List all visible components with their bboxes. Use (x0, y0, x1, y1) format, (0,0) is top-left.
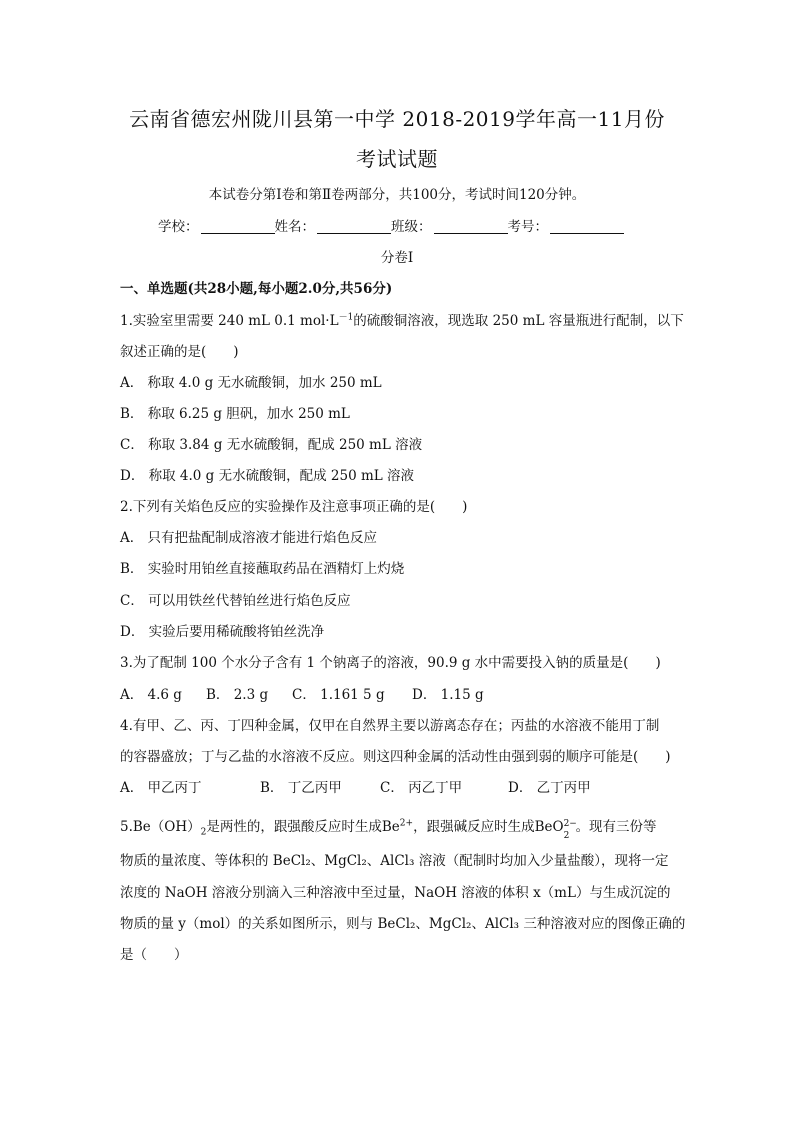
q5-sup-2plus: 2+ (399, 818, 414, 829)
q4-stem-line1: 4.有甲、乙、丙、丁四种金属，仅甲在自然界主要以游离态存在；丙盐的水溶液不能用丁制 (120, 718, 660, 734)
name-label: 姓名： (274, 219, 315, 235)
q1-option-d[interactable]: D． 称取 4.0 g 无水硫酸铜，配成 250 mL 溶液 (120, 468, 415, 484)
q2-option-b[interactable]: B． 实验时用铂丝直接蘸取药品在酒精灯上灼烧 (120, 561, 405, 577)
section-heading: 一、单选题(共28小题,每小题2.0分,共56分) (120, 281, 393, 297)
q2-option-c[interactable]: C． 可以用铁丝代替铂丝进行焰色反应 (120, 593, 351, 609)
q2-stem: 2.下列有关焰色反应的实验操作及注意事项正确的是( ) (120, 499, 468, 515)
name-field[interactable] (317, 220, 391, 234)
exam-title-line2: 考试试题 (356, 147, 438, 171)
q4-stem-line2: 的容器盛放；丁与乙盐的水溶液不反应。则这四种金属的活动性由强到弱的顺序可能是( ) (120, 749, 671, 765)
q3-option-a[interactable]: A． 4.6 g (120, 687, 182, 703)
q5-text-c: ，跟强碱反应时生成BeO (413, 819, 564, 835)
q2-option-d[interactable]: D． 实验后要用稀硫酸将铂丝洗净 (120, 624, 325, 640)
q4-option-c[interactable]: C． 丙乙丁甲 (380, 780, 463, 796)
q1-stem-line2: 叙述正确的是( ) (120, 344, 239, 360)
q5-stem-line3: 浓度的 NaOH 溶液分别滴入三种溶液中至过量，NaOH 溶液的体积 x（mL）与生成沉淀的 (120, 885, 671, 901)
q5-sup-2minus: 2− (563, 819, 577, 829)
q5-text-b: 是两性的，跟强酸反应时生成Be (206, 819, 400, 835)
q1-option-b[interactable]: B． 称取 6.25 g 胆矾，加水 250 mL (120, 406, 350, 422)
class-field[interactable] (434, 220, 508, 234)
q5-text-a: 5.Be（OH） (120, 819, 201, 835)
school-field[interactable] (201, 220, 275, 234)
student-info-row (158, 218, 624, 236)
q3-option-b[interactable]: B． 2.3 g (206, 687, 269, 703)
q3-options-row (120, 686, 484, 704)
q1-stem-text-a: 1.实验室里需要 240 mL 0.1 mol·L (120, 313, 339, 329)
q4-option-b[interactable]: B． 丁乙丙甲 (260, 780, 342, 796)
volume-label: 分卷I (380, 250, 414, 266)
exam-title-line1: 云南省德宏州陇川县第一中学 2018-2019学年高一11月份 (129, 107, 665, 131)
school-label: 学校： (158, 219, 199, 235)
exam-no-label: 考号： (507, 219, 548, 235)
q5-stem-line5: 是（ ） (120, 947, 188, 963)
q3-option-c[interactable]: C． 1.161 5 g (292, 687, 385, 703)
q1-option-c[interactable]: C． 称取 3.84 g 无水硫酸铜，配成 250 mL 溶液 (120, 437, 423, 453)
q5-beo2-charge (563, 818, 577, 841)
q4-option-a[interactable]: A． 甲乙丙丁 (120, 780, 202, 796)
q3-option-d[interactable]: D． 1.15 g (412, 687, 484, 703)
q1-stem-text-b: 的硫酸铜溶液，现选取 250 mL 容量瓶进行配制，以下 (353, 313, 684, 329)
q4-options-row (120, 779, 591, 797)
q5-sub-2: 2 (200, 827, 207, 838)
q5-stem-line1 (120, 818, 657, 841)
q1-option-a[interactable]: A． 称取 4.0 g 无水硫酸铜，加水 250 mL (120, 375, 382, 391)
q4-option-d[interactable]: D． 乙丁丙甲 (508, 780, 591, 796)
q2-option-a[interactable]: A． 只有把盐配制成溶液才能进行焰色反应 (120, 530, 378, 546)
class-label: 班级： (391, 219, 432, 235)
q1-stem-line1 (120, 312, 684, 330)
q5-stem-line2: 物质的量浓度、等体积的 BeCl₂、MgCl₂、AlCl₃ 溶液（配制时均加入少量盐酸），现将一定 (120, 853, 669, 869)
exam-intro: 本试卷分第Ⅰ卷和第Ⅱ卷两部分，共100分，考试时间120分钟。 (208, 187, 586, 203)
q1-stem-superscript: －1 (338, 312, 354, 323)
q5-text-d: 。现有三份等 (575, 819, 657, 835)
exam-no-field[interactable] (550, 220, 624, 234)
q3-stem: 3.为了配制 100 个水分子含有 1 个钠离子的溶液，90.9 g 水中需要投入钠的质量是( ) (120, 655, 661, 671)
q5-sub-o2: 2 (563, 831, 570, 841)
q5-stem-line4: 物质的量 y（mol）的关系如图所示，则与 BeCl₂、MgCl₂、AlCl₃ 三种溶液对应的图像正确的 (120, 916, 686, 932)
